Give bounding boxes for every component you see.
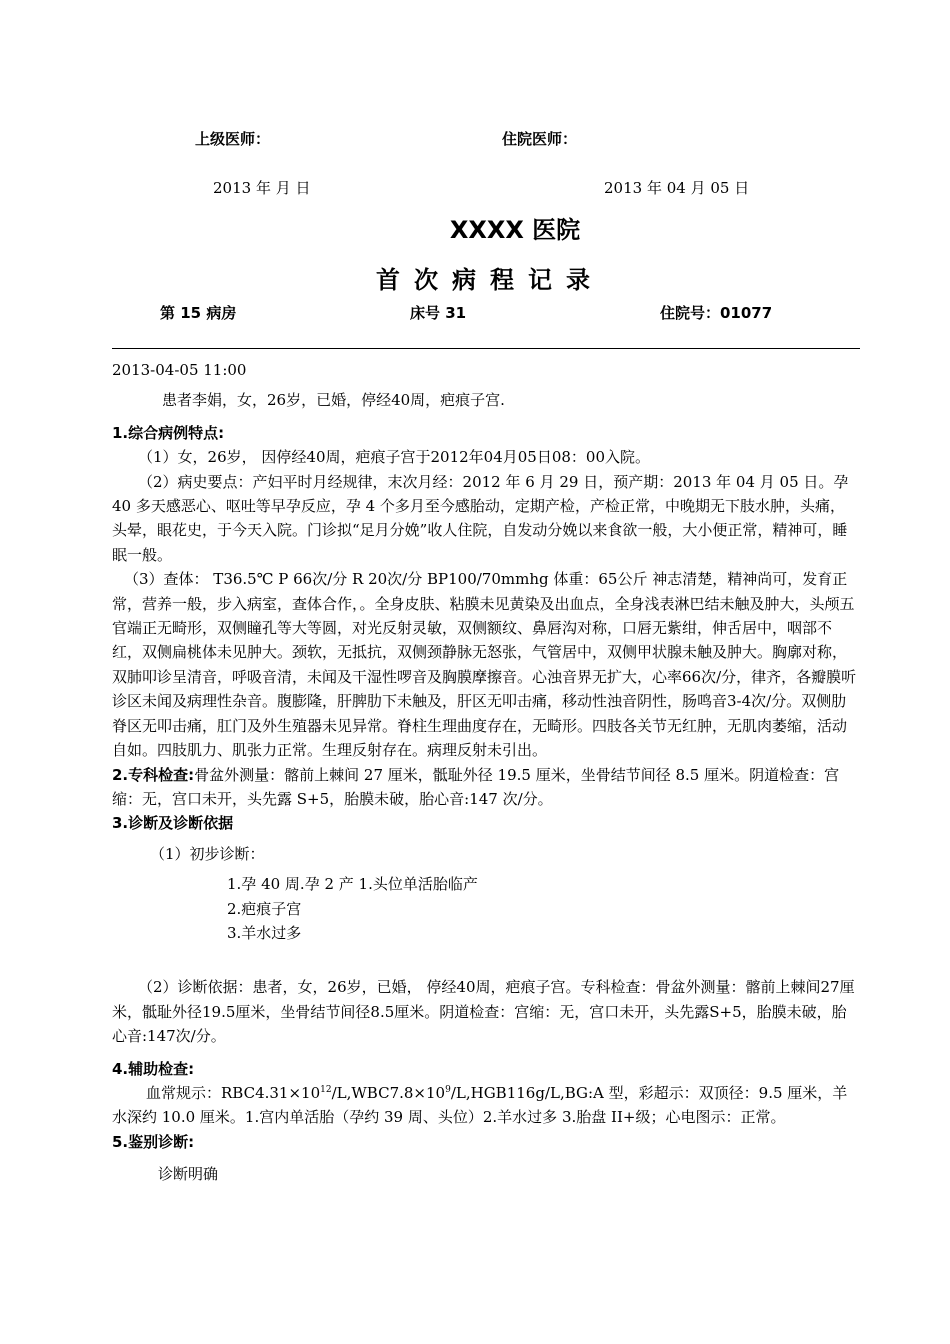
record-title: 首次病程记录 bbox=[376, 266, 604, 294]
blood-test-middle: /L,WBC7.8×10 bbox=[331, 1083, 446, 1102]
diagnosis-item: 1.孕 40 周.孕 2 产 1.头位单活胎临产 bbox=[227, 875, 478, 894]
diagnosis-list bbox=[112, 872, 858, 945]
bed-number: 床号 31 bbox=[410, 304, 467, 322]
record-body bbox=[112, 358, 858, 1187]
blood-test-rest: /L,HGB116g/L,BG:A 型，彩超示：双顶径：9.5 厘米，羊水深约 10.0 厘米。1.宫内单活胎（孕约 39 周、头位）2.羊水过多 3.胎盘 II+级；心电图示：正常。 bbox=[112, 1083, 848, 1127]
superior-sign-date: 2013 年 月 日 bbox=[213, 179, 311, 197]
section-4-heading: 4.辅助检查: bbox=[112, 1059, 195, 1078]
section-1-item-1: （1）女，26岁， 因停经40周，疤痕子宫于2012年04月05日08：00入院。 bbox=[138, 448, 651, 467]
section-2-heading: 2.专科检查: bbox=[112, 765, 195, 784]
section-5-heading: 5.鉴别诊断: bbox=[112, 1132, 195, 1151]
auxiliary-exam-text bbox=[112, 1081, 858, 1130]
hospital-name: XXXX 医院 bbox=[449, 216, 581, 244]
differential-diagnosis-text: 诊断明确 bbox=[158, 1165, 219, 1184]
admission-number: 住院号：01077 bbox=[660, 304, 773, 322]
ward-number: 第 15 病房 bbox=[160, 304, 237, 322]
diagnosis-item: 2.疤痕子宫 bbox=[227, 899, 302, 918]
section-1-heading: 1.综合病例特点: bbox=[112, 423, 225, 442]
section-2-text: 骨盆外测量：髂前上棘间 27 厘米，骶耻外径 19.5 厘米，坐骨结节间径 8.5 厘米。阴道检查：宫缩：无，宫口未开，头先露 S+5，胎膜未破，胎心音:147 次/分。 bbox=[112, 765, 840, 808]
resident-doctor-label: 住院医师： bbox=[502, 130, 578, 148]
header-divider bbox=[112, 348, 860, 349]
rbc-exponent: 12 bbox=[320, 1084, 332, 1095]
section-2 bbox=[112, 763, 858, 812]
diagnosis-item: 3.羊水过多 bbox=[227, 923, 302, 942]
resident-sign-date: 2013 年 04 月 05 日 bbox=[604, 179, 750, 197]
superior-doctor-label: 上级医师： bbox=[195, 130, 271, 148]
wbc-exponent: 9 bbox=[445, 1084, 451, 1095]
section-1-item-3: （3）查体： T36.5℃ P 66次/分 R 20次/分 BP100/70mmhg 体重：65公斤 神志清楚，精神尚可，发育正常，营养一般，步入病室，查体合作，。全身皮肤、粘膜未见黄染及出血点，全身浅表淋巴结未触及肿大，头颅五官端正无畸形，双侧瞳孔等大等圆，对光反射灵敏，双侧额纹、鼻唇沟对称，口唇无紫绀，伸舌居中，咽部不红，双侧扁桃体未见肿大。颈软，无抵抗，双侧颈静脉无怒张，气管居中，双侧甲状腺未触及肿大。胸廓对称，双肺叩诊呈清音，呼吸音清，未闻及干湿性啰音及胸膜摩擦音。心浊音界无扩大，心率66次/分，律齐，各瓣膜听诊区未闻及病理性杂音。腹膨隆，肝脾肋下未触及，肝区无叩击痛，移动性浊音阴性，肠鸣音3-4次/分。双侧肋脊区无叩击痛，肛门及外生殖器未见异常。脊柱生理曲度存在，无畸形。四肢各关节无红肿，无肌肉萎缩，活动自如。四肢肌力、肌张力正常。生理反射存在。病理反射未引出。 bbox=[112, 570, 857, 760]
section-1-item-2: （2）病史要点：产妇平时月经规律，末次月经：2012 年 6 月 29 日，预产期：2013 年 04 月 05 日。孕 40 多天感恶心、呕吐等早孕反应，孕 4 个多月至今感胎动，定期产检，产检正常，中晚期无下肢水肿，头痛，头晕，眼花史，于今天入院。门诊拟“足月分娩”收人住院，自发动分娩以来食欲一般，大小便正常，精神可，睡眠一般。 bbox=[112, 472, 849, 564]
diagnosis-basis: （2）诊断依据：患者，女，26岁，已婚， 停经40周，疤痕子宫。专科检查：骨盆外测量：髂前上棘间27厘米，骶耻外径19.5厘米，坐骨结节间径8.5厘米。阴道检查：宫缩：无，宫口未开，头先露S+5，胎膜未破，胎心音:147次/分。 bbox=[112, 978, 855, 1046]
section-3-heading: 3.诊断及诊断依据 bbox=[112, 814, 234, 833]
blood-test-prefix: 血常规示：RBC4.31×10 bbox=[146, 1083, 321, 1102]
patient-summary: 患者李娟，女，26岁，已婚，停经40周，疤痕子宫. bbox=[162, 391, 505, 410]
preliminary-diagnosis-label: （1）初步诊断： bbox=[150, 844, 265, 863]
record-datetime: 2013-04-05 11:00 bbox=[112, 361, 247, 379]
